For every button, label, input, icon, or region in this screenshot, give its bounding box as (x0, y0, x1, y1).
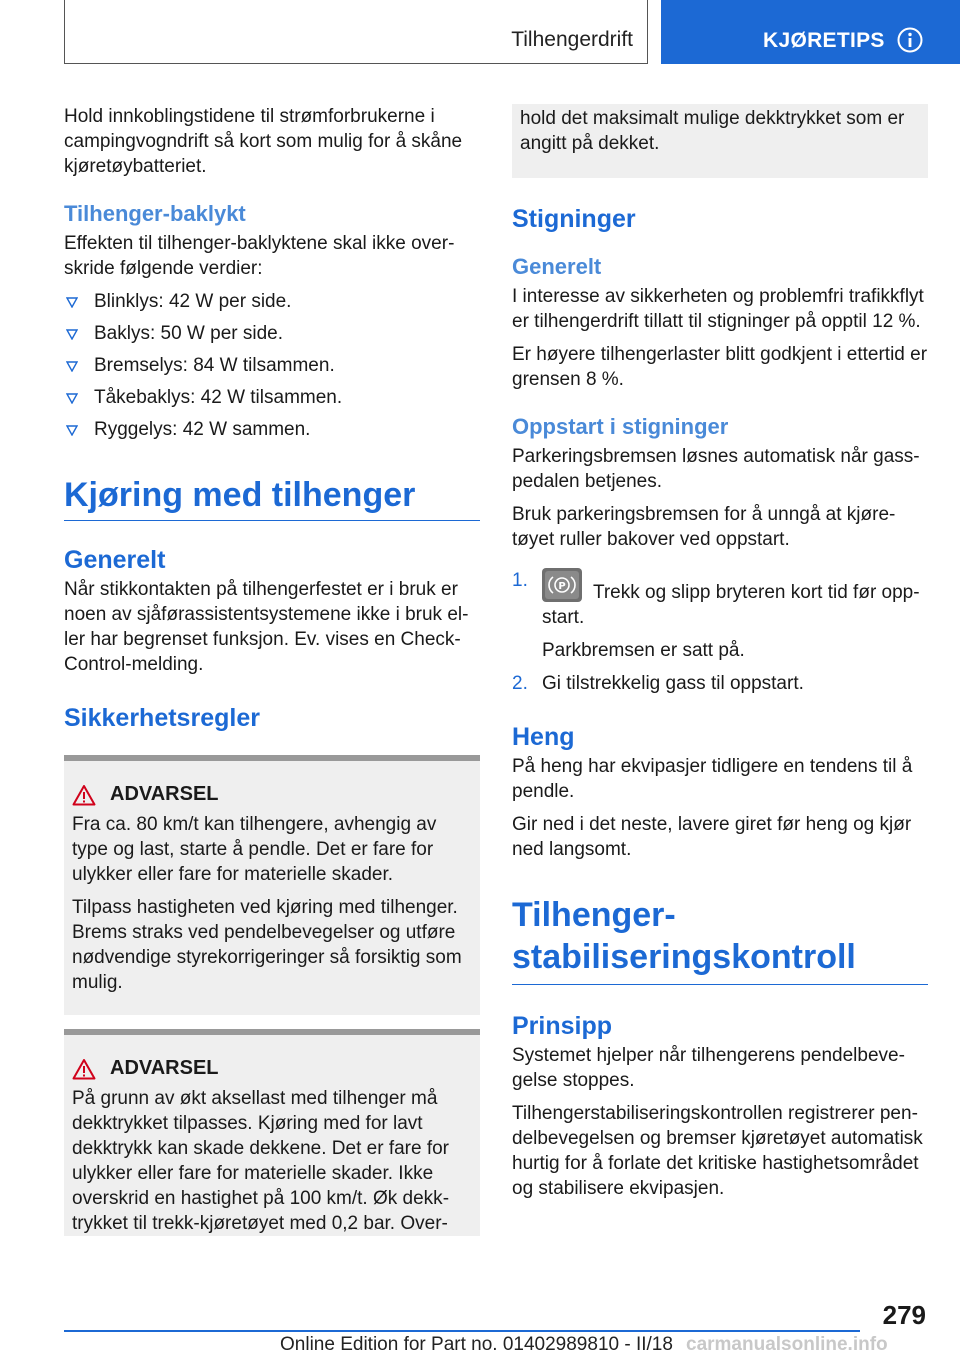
warning-box (64, 1029, 480, 1236)
footer-divider (64, 1330, 860, 1332)
principle-paragraph: Systemet hjelper når tilhengerens pendelbevegelse stoppes. (512, 1045, 905, 1091)
triangle-bullet-icon (66, 393, 78, 404)
intro-paragraph: Hold innkoblingstidene til strømforbrukerne i campingvogndrift så kort som mulig for å skåne kjøretøybatteriet. (64, 106, 463, 177)
header-chapter-title: KJØRETIPS (763, 29, 885, 52)
general-paragraph: Når stikkontakten på tilhengerfestet er i bruk er noen av sjåførassistentsystemene ikke i bruk eller har begrenset funksjon. Ev. vises en Check-Control-melding. (64, 579, 469, 675)
right-column (512, 104, 928, 1209)
general-heading: Generelt (64, 546, 166, 574)
watermark-text: carmanualsonline.info (686, 1334, 888, 1355)
step-subtext: Parkbremsen er satt på. (542, 640, 745, 661)
warning-continuation-box (512, 104, 928, 178)
info-icon (897, 27, 923, 53)
header-section-box (64, 0, 648, 64)
list-item: Tåkebaklys: 42 W tilsammen. (64, 385, 480, 410)
triangle-bullet-icon (66, 297, 78, 308)
triangle-bullet-icon (66, 329, 78, 340)
tsc-heading: Tilhenger- stabiliseringskontroll (512, 894, 928, 985)
triangle-bullet-icon (66, 361, 78, 372)
inclines-general-heading: Generelt (512, 254, 602, 279)
inclines-heading: Stigninger (512, 205, 636, 233)
warning-paragraph: Fra ca. 80 km/t kan tilhengere, avhengig av type og last, starte å pendle. Det er fare for ulykker eller fare for materielle skader. (72, 814, 437, 885)
inclines-paragraph: Er høyere tilhengerlaster blitt godkjent i ettertid er grensen 8 %. (512, 344, 928, 390)
warning-box (64, 755, 480, 1015)
slope-paragraph: Gir ned i det neste, lavere giret før heng og kjør ned langsomt. (512, 814, 912, 860)
warning-continuation: hold det maksimalt mulige dekktrykket som er angitt på dekket. (520, 108, 905, 154)
parking-brake-switch-icon (542, 568, 582, 602)
step-number: 1. (512, 570, 528, 591)
inclines-paragraph: I interesse av sikkerheten og problemfri trafikkflyt er tilhengerdrift tillatt til stigninger på opptil 12 %. (512, 286, 924, 332)
startup-steps (512, 568, 928, 696)
step-text: Gi tilstrekkelig gass til oppstart. (542, 673, 804, 694)
backlight-paragraph: Effekten til tilhenger-baklyktene skal ikke overskride følgende verdier: (64, 233, 455, 279)
warning-paragraph: På grunn av økt aksellast med tilhenger må dekktrykket tilpasses. Kjøring med for lavt dekktrykk kan skade dekkene. Det er fare for ulykker eller fare for materielle skader. Ikke overskrid en hastighet på 100 km/t. Øk dekktrykket til trekk-kjøretøyet med 0,2 bar. Over- (72, 1088, 450, 1234)
header-section-title: Tilhengerdrift (511, 28, 633, 51)
slope-paragraph: På heng har ekvipasjer tidligere en tendens til å pendle. (512, 756, 913, 802)
left-column (64, 104, 480, 1236)
list-item (512, 671, 928, 696)
startup-heading: Oppstart i stigninger (512, 414, 729, 439)
list-item: Baklys: 50 W per side. (64, 321, 480, 346)
warning-triangle-icon (72, 1058, 96, 1080)
backlight-list (64, 289, 480, 442)
principle-paragraph: Tilhengerstabiliseringskontrollen registrerer pendelbevegelsen og bremser kjøretøyet automatisk hurtig for å forlate det kritiske hastighetsområdet og stabilisere ekvipasjen. (512, 1103, 923, 1199)
list-item: Bremselys: 84 W tilsammen. (64, 353, 480, 378)
safety-heading: Sikkerhetsregler (64, 704, 260, 732)
list-item (512, 568, 928, 663)
header-chapter-box (661, 0, 960, 64)
svg-text:P: P (558, 581, 566, 592)
page-number: 279 (882, 1300, 926, 1330)
step-number: 2. (512, 673, 528, 694)
startup-paragraph: Parkeringsbremsen løsnes automatisk når gasspedalen betjenes. (512, 446, 920, 492)
triangle-bullet-icon (66, 425, 78, 436)
warning-paragraph: Tilpass hastigheten ved kjøring med tilhenger. Brems straks ved pendelbevegelser og utføre nødvendige styrekorrigeringer så forsiktig som mulig. (72, 897, 462, 993)
driving-heading: Kjøring med tilhenger (64, 476, 480, 521)
principle-heading: Prinsipp (512, 1012, 613, 1040)
warning-title: ADVARSEL (110, 783, 219, 805)
warning-title: ADVARSEL (110, 1057, 219, 1079)
step-text: Trekk og slipp bryteren kort tid før oppstart. (542, 582, 920, 628)
list-item: Blinklys: 42 W per side. (64, 289, 480, 314)
startup-paragraph: Bruk parkeringsbremsen for å unngå at kjøretøyet ruller bakover ved oppstart. (512, 504, 896, 550)
slope-heading: Heng (512, 723, 575, 751)
list-item: Ryggelys: 42 W sammen. (64, 417, 480, 442)
warning-triangle-icon (72, 784, 96, 806)
edition-text: Online Edition for Part no. 01402989810 - II/18 (280, 1334, 673, 1355)
backlight-heading: Tilhenger-baklykt (64, 201, 246, 226)
